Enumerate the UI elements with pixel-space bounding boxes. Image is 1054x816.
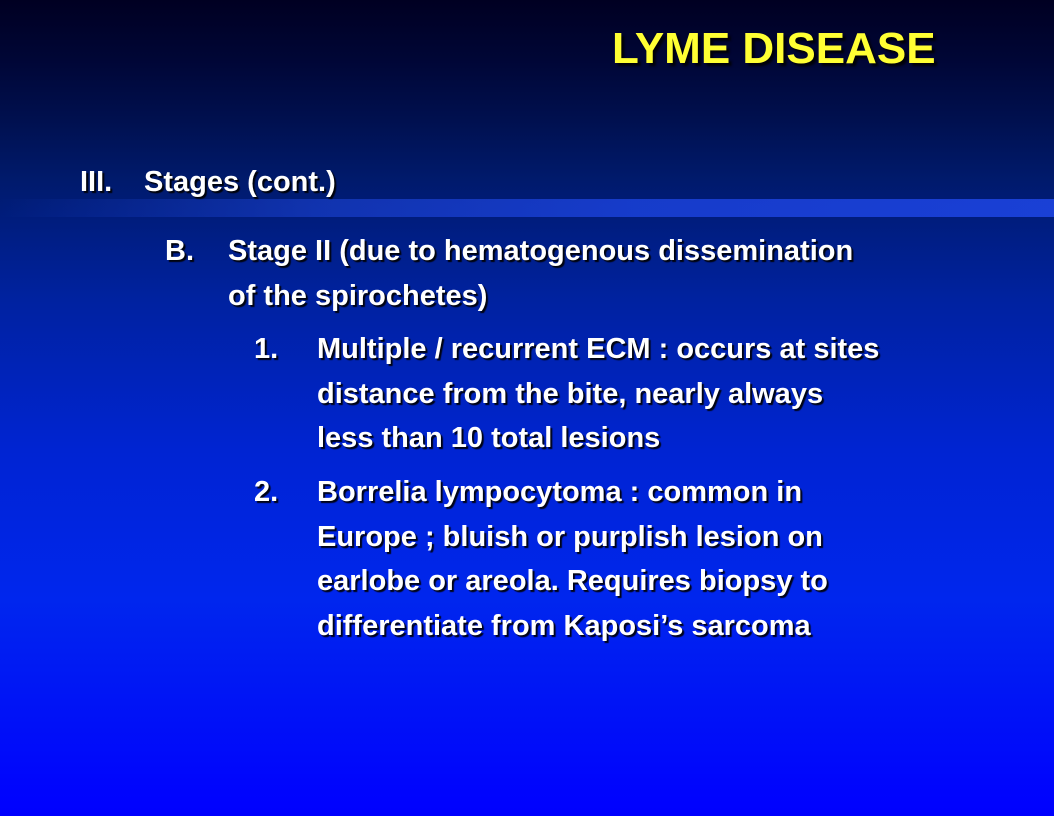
subsection-marker: B. — [165, 235, 194, 267]
item-2-line: differentiate from Kaposi’s sarcoma — [317, 609, 811, 642]
item-2-marker: 2. — [254, 476, 279, 508]
item-1-line: Multiple / recurrent ECM : occurs at sites — [317, 333, 880, 365]
item-2-text — [317, 470, 828, 648]
subsection-line: of the spirochetes) — [228, 279, 488, 312]
slide-title: LYME DISEASE — [612, 24, 936, 73]
section-marker: III. — [80, 166, 113, 198]
item-1-line: less than 10 total lesions — [317, 422, 661, 454]
subsection-text — [228, 229, 853, 318]
item-1-marker: 1. — [254, 333, 279, 365]
item-2-line: earlobe or areola. Requires biopsy to — [317, 565, 828, 597]
item-1-line: distance from the bite, nearly always — [317, 377, 824, 410]
subsection-line: Stage II (due to hematogenous dissemination — [228, 235, 854, 267]
item-2-line: Borrelia lympocytoma : common in — [317, 476, 803, 508]
item-2-line: Europe ; bluish or purplish lesion on — [317, 520, 823, 553]
section-heading: Stages (cont.) — [144, 166, 336, 198]
item-1-text — [317, 327, 879, 461]
